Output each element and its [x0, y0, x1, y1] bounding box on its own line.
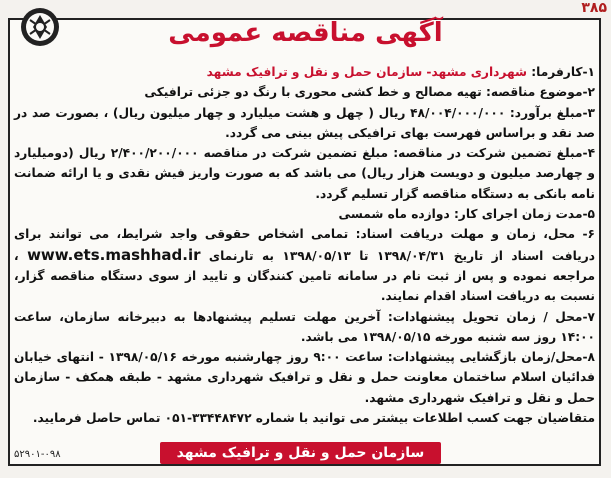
documents-text-a: ۶- محل، زمان و مهلت دریافت اسناد: تمامی اشخاص حقوقی واجد شرایط، می توانند برای دریافت اسناد از تاریخ ۱۳۹۸/۰۴/۳۱ تا ۱۳۹۸/۰۵/۱۳ به تارنمای: [14, 227, 596, 263]
delivery-line: ۷-محل / زمان تحویل پیشنهادات: آخرین مهلت تسلیم پیشنهادها به دبیرخانه سازمان، ساعت ۱۴:۰۰ روز سه شنبه مورخه ۱۳۹۸/۰۵/۱۵ می باشد.: [14, 309, 595, 344]
subject-line: ۲-موضوع مناقصه: تهیه مصالح و خط کشی محوری با رنگ دو جزئی ترافیکی: [144, 85, 595, 100]
corner-mark: ۳۸۵: [581, 0, 607, 16]
notice-body: [14, 62, 595, 428]
documents-line: [14, 224, 595, 306]
documents-link[interactable]: www.ets.mashhad.ir: [27, 245, 201, 264]
duration-line: ۵-مدت زمان اجرای کار: دوازده ماه شمسی: [338, 207, 595, 222]
documents-text-b: ، مراجعه نموده و پس از ثبت نام در سامانه تامین کنندگان و تایید از سوی دستگاه مناقصه گزار، نسبت به دریافت اسناد اقدام نمایند.: [14, 248, 595, 304]
employer-name: شهرداری مشهد- سازمان حمل و نقل و ترافیک مشهد: [206, 65, 527, 79]
notice-title: آگهی مناقصه عمومی: [168, 18, 443, 48]
employer-prefix: ۱-کارفرما:: [527, 65, 595, 79]
ad-code: ۵۲۹۰۱-۰۹۸: [14, 449, 61, 460]
footer-band: سازمان حمل و نقل و ترافیک مشهد: [160, 442, 441, 464]
contact-line: متقاضیان جهت کسب اطلاعات بیشتر می توانید با شماره ۳۳۴۴۸۴۷۲-۰۵۱ تماس حاصل فرمایید.: [32, 411, 595, 426]
guarantee-line: ۴-مبلغ تضمین شرکت در مناقصه: مبلغ تضمین شرکت در مناقصه ۲/۴۰۰/۲۰۰/۰۰۰ ریال (دومیلیارد و چهارصد میلیون و دویست هزار ریال) می باشد که به صورت واریز فیش نقدی و یا ارائه ضمانت نامه بانکی به دستگاه مناقصه گزار تسلیم گردد.: [14, 146, 596, 201]
employer-line: [14, 62, 595, 82]
opening-line: ۸-محل/زمان بازگشایی پیشنهادات: ساعت ۹:۰۰ روز چهارشنبه مورخه ۱۳۹۸/۰۵/۱۶ - انتهای خیابان فدائیان اسلام ساختمان معاونت حمل و نقل و ترافیک شهرداری مشهد - طبقه همکف - سازمان حمل و نقل و ترافیک شهرداری مشهد.: [14, 350, 595, 405]
municipality-logo: [18, 6, 62, 58]
estimate-line: ۳-مبلغ برآورد: ۴۸/۰۰۴/۰۰۰/۰۰۰ ریال ( چهل و هشت میلیارد و چهار میلیون ریال) ، بصورت صد در صد نقد و براساس فهرست بهای ترافیکی پیش بینی می گردد.: [14, 105, 595, 140]
municipality-logo-icon: [18, 6, 62, 58]
